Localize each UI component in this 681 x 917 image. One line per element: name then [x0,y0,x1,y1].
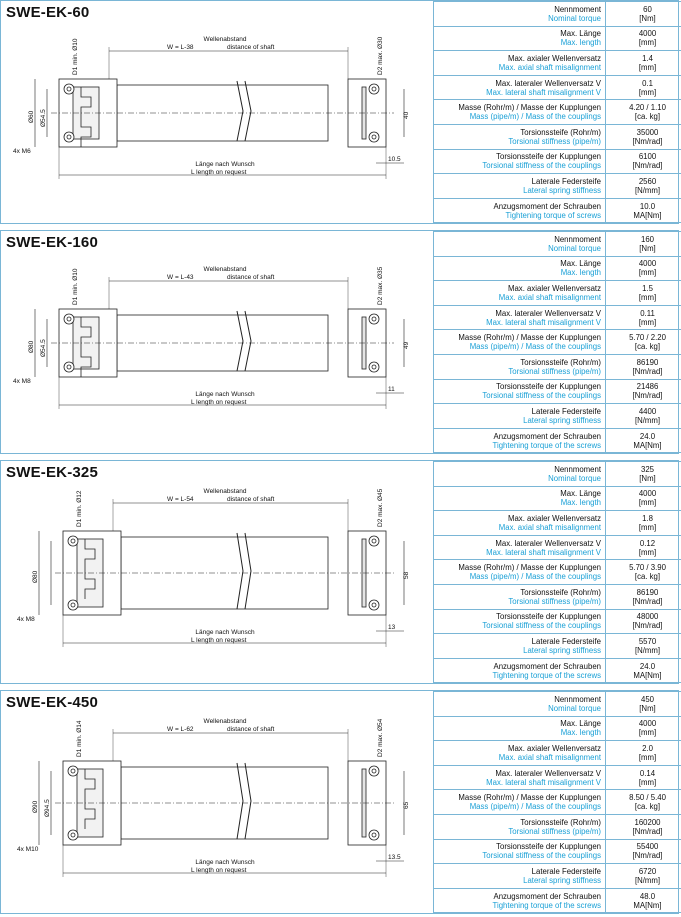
outer-diameter-label: Ø80 [28,340,35,353]
screw-icon [68,600,78,610]
spec-unit: [mm] [638,38,657,48]
spec-label-de: Nennmoment [554,694,601,704]
technical-drawing [1,691,433,913]
spec-unit: [mm] [638,728,657,738]
spec-row [434,100,681,125]
model-title: SWE-EK-325 [6,464,99,481]
spec-unit: [ca. kg] [634,572,661,582]
spec-unit: [mm] [638,62,657,72]
spec-label-de: Max. Länge [560,719,601,729]
spec-label-de: Max. axialer Wellenversatz [507,743,601,753]
screw-icon [369,362,379,372]
spec-label-de: Nennmoment [554,4,601,14]
spec-label-en: Lateral spring stiffness [523,645,601,655]
screw-icon [369,536,379,546]
offset-label: 11 [388,386,395,393]
screw-icon [369,830,379,840]
spec-row [434,404,681,429]
screws-label: 4x M8 [13,378,31,385]
spec-label-de: Max. Länge [560,29,601,39]
spec-label-en: Lateral spring stiffness [523,415,601,425]
coupling-panel [0,0,679,224]
spec-label-de: Anzugsmoment der Schrauben [493,661,601,671]
length-label-en: L length on request [191,169,247,176]
spec-value: 6720 [638,866,657,876]
model-title: SWE-EK-60 [6,4,90,21]
spec-label-de: Max. lateraler Wellenversatz V [495,308,601,318]
spec-row [434,535,681,560]
screw-icon [64,84,74,94]
spec-row [434,462,681,487]
spec-table [433,691,681,913]
spec-label-de: Torsionssteife (Rohr/m) [520,817,601,827]
bolt-circle-label: Ø54.5 [40,339,47,357]
spec-value: 160200 [634,817,661,827]
spec-label-de: Max. axialer Wellenversatz [507,513,601,523]
spec-label-en: Max. length [560,38,601,48]
spec-value: 0.12 [639,538,656,548]
length-label-de: Länge nach Wunsch [195,161,255,168]
spec-row [434,174,681,199]
coupling-panel [0,230,679,454]
spec-row [434,814,681,839]
spec-label-en: Mass (pipe/m) / Mass of the couplings [469,802,601,812]
spec-row [434,256,681,281]
spec-label-en: Max. lateral shaft misalignment V [486,87,601,97]
shaft-distance-label-de: Wellenabstand [203,488,247,495]
outer-diameter-label: Ø90 [32,800,39,813]
spec-unit: [mm] [638,498,657,508]
spec-unit: [mm] [638,522,657,532]
spec-label-en: Max. length [560,728,601,738]
screw-icon [369,132,379,142]
spec-label-en: Torsional stiffness of the couplings [482,851,601,861]
spec-unit: [mm] [638,87,657,97]
spec-table [433,461,681,683]
spec-unit: [Nm/rad] [632,391,663,401]
technical-drawing [1,461,433,683]
spec-label-de: Anzugsmoment der Schrauben [493,891,601,901]
spec-label-de: Torsionssteife (Rohr/m) [520,357,601,367]
spec-label-de: Max. Länge [560,489,601,499]
spec-row [434,658,681,683]
spec-label-de: Torsionssteife (Rohr/m) [520,127,601,137]
spec-label-de: Anzugsmoment der Schrauben [493,431,601,441]
shaft-distance-label-en: distance of shaft [227,496,275,503]
spec-label-de: Torsionssteife der Kupplungen [496,842,601,852]
spec-row [434,305,681,330]
spec-row [434,741,681,766]
spec-value: 21486 [636,382,659,392]
shaft-distance-label-en: distance of shaft [227,44,275,51]
spec-label-en: Max. length [560,498,601,508]
outer-diameter-label: Ø80 [32,570,39,583]
spec-label-en: Torsional stiffness (pipe/m) [508,826,601,836]
spec-row [434,428,681,453]
spec-label-de: Anzugsmoment der Schrauben [493,201,601,211]
spec-value: 4000 [638,719,657,729]
spec-row [434,354,681,379]
spec-label-en: Lateral spring stiffness [523,185,601,195]
spec-label-en: Nominal torque [548,13,601,23]
spec-label-de: Torsionssteife der Kupplungen [496,152,601,162]
spec-row [434,281,681,306]
spec-row [434,232,681,257]
length-label-de: Länge nach Wunsch [195,391,255,398]
spec-unit: [Nm/rad] [632,136,663,146]
spec-unit: MA[Nm] [633,210,662,220]
spec-label-en: Max. axial shaft misalignment [498,62,601,72]
spec-label-de: Laterale Federsteife [531,406,601,416]
spec-value: 5.70 / 2.20 [629,333,666,343]
spec-row [434,634,681,659]
screw-icon [64,362,74,372]
spec-unit: [Nm/rad] [632,851,663,861]
spec-value: 1.5 [642,283,653,293]
spec-label-en: Max. lateral shaft misalignment V [486,547,601,557]
spec-label-en: Max. length [560,268,601,278]
spec-label-en: Mass (pipe/m) / Mass of the couplings [469,572,601,582]
spec-label-de: Laterale Federsteife [531,866,601,876]
spec-unit: [ca. kg] [634,112,661,122]
d1-min-label: D1 min. Ø10 [72,38,79,75]
spec-row [434,584,681,609]
spec-value: 0.1 [642,78,653,88]
spec-row [434,864,681,889]
shaft-distance-label-de: Wellenabstand [203,36,247,43]
spec-value: 2560 [638,176,657,186]
spec-label-en: Torsional stiffness of the couplings [482,621,601,631]
length-label-en: L length on request [191,637,247,644]
spec-label-de: Nennmoment [554,464,601,474]
spec-label-en: Torsional stiffness (pipe/m) [508,596,601,606]
spec-label-de: Torsionssteife der Kupplungen [496,382,601,392]
spec-unit: [N/mm] [634,875,661,885]
spec-table [433,231,681,453]
spec-label-en: Tightening torque of the screws [492,670,601,680]
shaft-distance-formula: W = L-38 [167,44,194,51]
screws-label: 4x M6 [13,148,31,155]
screws-label: 4x M10 [17,846,39,853]
spec-label-en: Lateral spring stiffness [523,875,601,885]
length-label-de: Länge nach Wunsch [195,859,255,866]
spec-label-en: Torsional stiffness of the couplings [482,391,601,401]
spec-unit: [N/mm] [634,415,661,425]
shaft-distance-formula: W = L-54 [167,496,194,503]
spec-label-en: Nominal torque [548,243,601,253]
spec-unit: [Nm] [639,703,656,713]
spec-label-de: Laterale Federsteife [531,636,601,646]
spec-row [434,560,681,585]
spec-label-en: Mass (pipe/m) / Mass of the couplings [469,342,601,352]
d2-max-label: D2 max. Ø35 [377,266,384,305]
spec-value: 0.11 [640,308,655,318]
spec-unit: MA[Nm] [633,900,662,910]
spec-unit: [ca. kg] [634,342,661,352]
spec-value: 5.70 / 3.90 [629,563,666,573]
spec-value: 60 [643,4,652,14]
d2-max-label: D2 max. Ø30 [377,36,384,75]
spec-value: 4400 [638,406,657,416]
spec-label-en: Max. lateral shaft misalignment V [486,317,601,327]
spec-label-de: Max. Länge [560,259,601,269]
d1-min-label: D1 min. Ø10 [72,268,79,305]
spec-label-de: Masse (Rohr/m) / Masse der Kupplungen [458,103,601,113]
spec-value: 48000 [636,612,659,622]
spec-value: 86190 [636,357,659,367]
spec-label-de: Max. axialer Wellenversatz [507,53,601,63]
model-title: SWE-EK-450 [6,694,99,711]
height-label: 58 [403,571,410,579]
spec-label-en: Max. axial shaft misalignment [498,522,601,532]
spec-label-de: Max. lateraler Wellenversatz V [495,78,601,88]
spec-value: 86190 [636,587,659,597]
spec-unit: [mm] [638,547,657,557]
spec-unit: MA[Nm] [633,440,662,450]
spec-row [434,888,681,913]
shaft-distance-formula: W = L-43 [167,274,194,281]
spec-label-de: Torsionssteife der Kupplungen [496,612,601,622]
length-label-en: L length on request [191,867,247,874]
bolt-circle-label: Ø54.5 [40,109,47,127]
spec-label-en: Max. axial shaft misalignment [498,752,601,762]
spec-value: 55400 [636,842,659,852]
spec-row [434,765,681,790]
screws-label: 4x M8 [17,616,35,623]
shaft-distance-label-de: Wellenabstand [203,266,247,273]
spec-unit: [ca. kg] [634,802,661,812]
spec-value: 10.0 [639,201,656,211]
spec-label-en: Torsional stiffness (pipe/m) [508,366,601,376]
spec-label-de: Masse (Rohr/m) / Masse der Kupplungen [458,563,601,573]
spec-unit: [Nm/rad] [632,161,663,171]
spec-label-en: Tightening torque of the screws [492,900,601,910]
height-label: 49 [403,341,410,349]
spec-value: 5570 [638,636,657,646]
spec-label-en: Max. lateral shaft misalignment V [486,777,601,787]
spec-row [434,51,681,76]
screw-icon [64,132,74,142]
spec-unit: [mm] [638,317,657,327]
spec-label-en: Nominal torque [548,473,601,483]
spec-row [434,511,681,536]
spec-label-en: Tightening torque of screws [505,210,601,220]
spec-unit: [Nm/rad] [632,366,663,376]
spec-value: 1.8 [642,513,653,523]
spec-row [434,26,681,51]
screw-icon [369,600,379,610]
shaft-distance-label-en: distance of shaft [227,274,275,281]
height-label: 65 [403,801,410,809]
spec-value: 2.0 [642,743,653,753]
spec-unit: [mm] [638,777,657,787]
spec-unit: [Nm/rad] [632,826,663,836]
screw-icon [64,314,74,324]
spec-label-de: Nennmoment [554,234,601,244]
spec-label-en: Nominal torque [548,703,601,713]
offset-label: 13 [388,624,396,631]
spec-unit: [Nm/rad] [632,596,663,606]
spec-row [434,198,681,223]
offset-label: 10.5 [388,156,401,163]
spec-value: 6100 [638,152,657,162]
spec-unit: [Nm] [639,473,656,483]
spec-value: 4000 [638,259,657,269]
spec-row [434,124,681,149]
spec-unit: [mm] [638,268,657,278]
spec-unit: [N/mm] [634,185,661,195]
spec-label-en: Torsional stiffness of the couplings [482,161,601,171]
spec-value: 1.4 [642,53,653,63]
spec-value: 24.0 [639,661,656,671]
spec-label-de: Max. lateraler Wellenversatz V [495,768,601,778]
spec-value: 4000 [638,29,657,39]
spec-row [434,149,681,174]
screw-icon [68,536,78,546]
spec-unit: [N/mm] [634,645,661,655]
spec-value: 35000 [636,127,659,137]
outer-diameter-label: Ø60 [28,110,35,123]
spec-row [434,486,681,511]
shaft-distance-formula: W = L-62 [167,726,194,733]
spec-row [434,609,681,634]
d1-min-label: D1 min. Ø14 [76,720,83,757]
coupling-panel [0,690,679,914]
spec-label-de: Max. lateraler Wellenversatz V [495,538,601,548]
coupling-panel [0,460,679,684]
spec-unit: [Nm] [639,243,656,253]
length-label-de: Länge nach Wunsch [195,629,255,636]
d2-max-label: D2 max. Ø45 [377,488,384,527]
offset-label: 13.5 [388,854,401,861]
spec-value: 0.14 [639,768,656,778]
spec-label-de: Masse (Rohr/m) / Masse der Kupplungen [458,793,601,803]
spec-unit: [mm] [638,292,657,302]
spec-value: 8.50 / 5.40 [629,793,666,803]
spec-label-en: Max. axial shaft misalignment [498,292,601,302]
bolt-circle-label: Ø94.5 [44,799,51,817]
model-title: SWE-EK-160 [6,234,99,251]
spec-label-de: Laterale Federsteife [531,176,601,186]
spec-value: 4000 [638,489,657,499]
spec-label-de: Max. axialer Wellenversatz [507,283,601,293]
screw-icon [369,314,379,324]
spec-unit: [Nm] [639,13,656,23]
spec-row [434,2,681,27]
spec-label-en: Torsional stiffness (pipe/m) [508,136,601,146]
shaft-distance-label-en: distance of shaft [227,726,275,733]
screw-icon [369,84,379,94]
d2-max-label: D2 max. Ø54 [377,718,384,757]
spec-value: 450 [640,694,654,704]
technical-drawing [1,231,433,453]
shaft-distance-label-de: Wellenabstand [203,718,247,725]
spec-unit: MA[Nm] [633,670,662,680]
spec-row [434,75,681,100]
spec-label-de: Torsionssteife (Rohr/m) [520,587,601,597]
spec-row [434,330,681,355]
spec-unit: [mm] [638,752,657,762]
screw-icon [68,766,78,776]
spec-row [434,379,681,404]
spec-row [434,790,681,815]
spec-row [434,839,681,864]
spec-unit: [Nm/rad] [632,621,663,631]
spec-value: 24.0 [639,431,656,441]
spec-table [433,1,681,223]
d1-min-label: D1 min. Ø12 [76,490,83,527]
spec-value: 4.20 / 1.10 [629,103,666,113]
screw-icon [68,830,78,840]
spec-row [434,716,681,741]
height-label: 40 [403,111,410,119]
spec-label-de: Masse (Rohr/m) / Masse der Kupplungen [458,333,601,343]
length-label-en: L length on request [191,399,247,406]
spec-label-en: Tightening torque of the screws [492,440,601,450]
spec-label-en: Mass (pipe/m) / Mass of the couplings [469,112,601,122]
spec-row [434,692,681,717]
spec-value: 325 [640,464,654,474]
screw-icon [369,766,379,776]
spec-value: 48.0 [639,891,656,901]
spec-value: 160 [640,234,654,244]
technical-drawing [1,1,433,223]
